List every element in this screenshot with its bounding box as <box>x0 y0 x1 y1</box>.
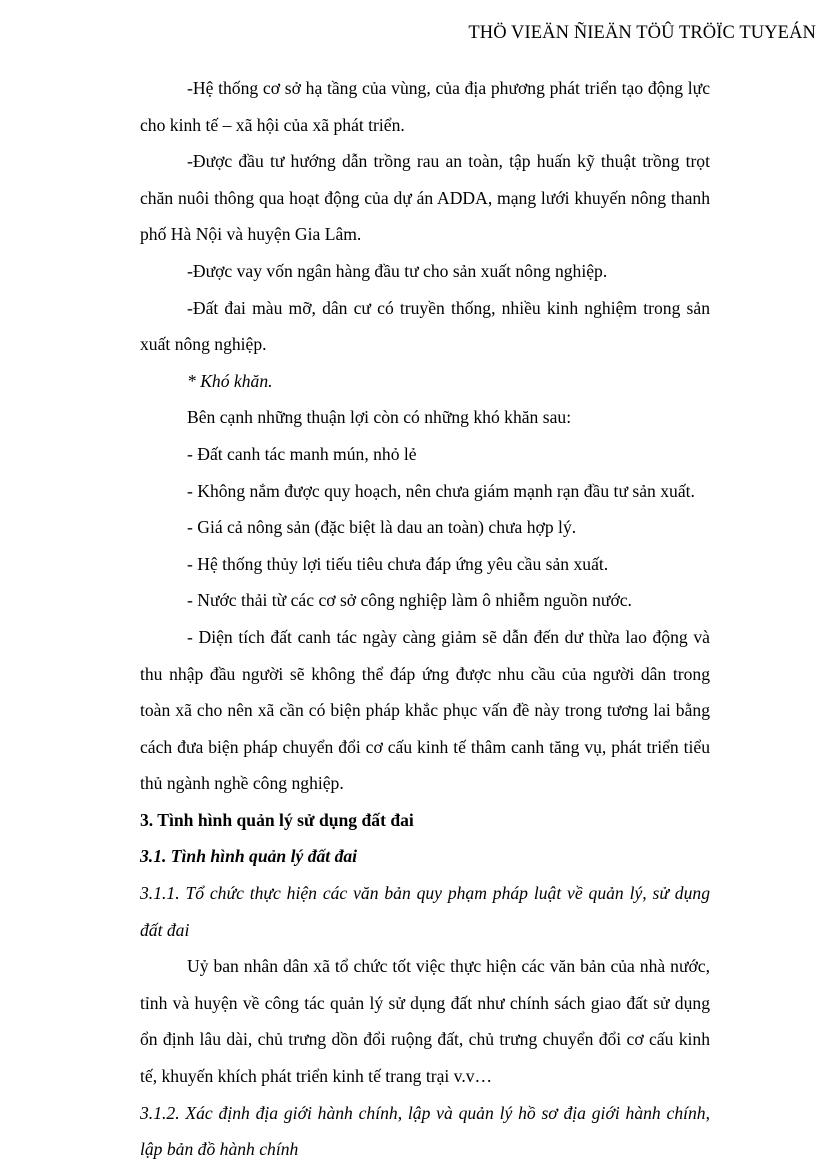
heading-difficulties: * Khó khăn. <box>187 370 273 391</box>
list-item-planning: - Không nắm được quy hoạch, nên chưa giám mạnh rạn đầu tư sản xuất. <box>187 480 695 501</box>
page-header: THÖ VIEÄN ÑIEÄN TÖÛ TRÖÏC TUYEÁN <box>468 23 816 43</box>
section-heading-3-1-1: 3.1.1. Tổ chức thực hiện các văn bản quy phạm pháp luật về quản lý, sử dụng đất đai <box>140 883 710 940</box>
paragraph-bank-loans: -Được vay vốn ngân hàng đầu tư cho sản xuất nông nghiệp. <box>187 260 608 281</box>
list-item-prices: - Giá cả nông sản (đặc biệt là dau an toàn) chưa hợp lý. <box>187 517 577 538</box>
document-body <box>140 70 710 1168</box>
section-heading-3: 3. Tình hình quản lý sử dụng đất đai <box>140 809 414 830</box>
list-item-land-decrease: - Diện tích đất canh tác ngày càng giảm sẽ dẫn đến dư thừa lao động và thu nhập đầu người sẽ không thể đáp ứng được nhu cầu của người dân trong toàn xã cho nên xã cần có biện pháp khắc phục vấn đề này trong tương lai bằng cách đưa biện pháp chuyển đổi cơ cấu kinh tế thâm canh tăng vụ, phát triển tiểu thủ ngành nghề công nghiệp. <box>140 626 710 794</box>
paragraph-fertile-land: -Đất đai màu mỡ, dân cư có truyền thống, nhiều kinh nghiệm trong sản xuất nông nghiệp. <box>140 297 710 355</box>
paragraph-investment-guidance: -Được đầu tư hướng dẫn trồng rau an toàn, tập huấn kỹ thuật trồng trọt chăn nuôi thông qua hoạt động của dự án ADDA, mạng lưới khuyến nông thanh phố Hà Nội và huyện Gia Lâm. <box>140 151 710 245</box>
section-heading-3-1-2: 3.1.2. Xác định địa giới hành chính, lập và quản lý hồ sơ địa giới hành chính, lập bản đồ hành chính <box>140 1102 710 1160</box>
section-heading-3-1: 3.1. Tình hình quản lý đất đai <box>140 846 358 867</box>
list-item-fragmented-land: - Đất canh tác manh mún, nhỏ lẻ <box>187 443 417 464</box>
paragraph-difficulties-intro: Bên cạnh những thuận lợi còn có những khó khăn sau: <box>187 407 572 428</box>
paragraph-commune-committee: Uỷ ban nhân dân xã tổ chức tốt việc thực hiện các văn bản của nhà nước, tỉnh và huyện về công tác quản lý sử dụng đất như chính sách giao đất sử dụng ổn định lâu dài, chủ trưng dồn đổi ruộng đất, chủ trưng chuyển đổi cơ cấu kinh tế, khuyến khích phát triển kinh tế trang trại v.v… <box>140 956 710 1087</box>
list-item-wastewater: - Nước thải từ các cơ sở công nghiệp làm ô nhiễm nguồn nước. <box>187 590 632 611</box>
list-item-irrigation: - Hệ thống thủy lợi tiếu tiêu chưa đáp ứng yêu cầu sản xuất. <box>187 553 609 574</box>
paragraph-infrastructure: -Hệ thống cơ sở hạ tầng của vùng, của địa phương phát triển tạo động lực cho kinh tế – xã hội của xã phát triển. <box>140 78 710 135</box>
